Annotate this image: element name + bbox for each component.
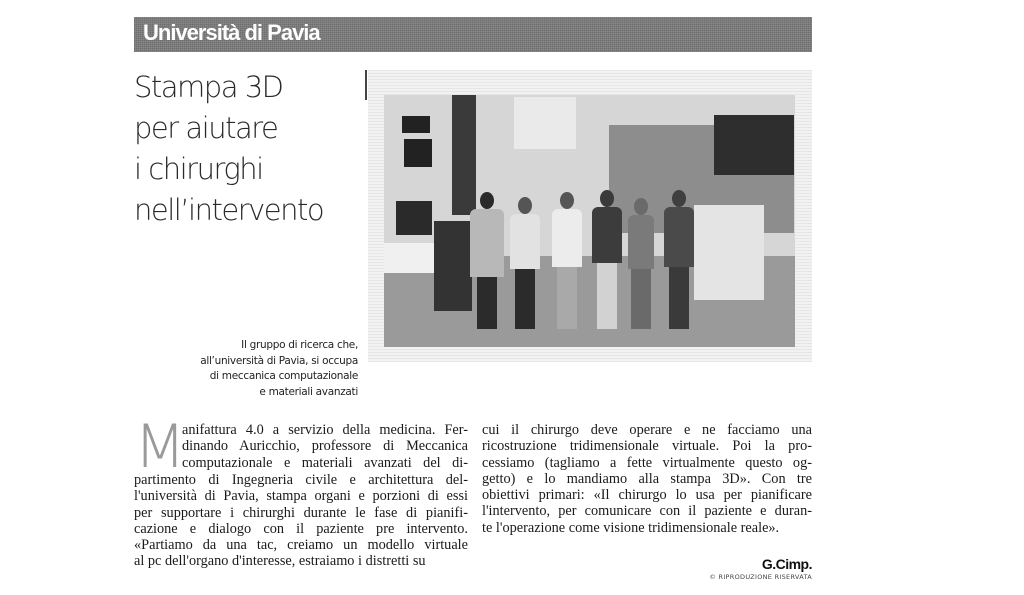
body-line: te l'operazione come visione tridimensionale reale». (482, 519, 780, 536)
body-line: cessiamo (tagliamo a fette virtualmente questo og- (482, 454, 812, 471)
body-line: partimento di Ingegneria civile e architettura del- (134, 472, 468, 488)
headline-line: i chirurghi (134, 152, 263, 186)
body-line: ricostruzione tridimensionale virtuale. Poi la pro- (482, 438, 812, 455)
section-title: Università di Pavia (143, 20, 320, 45)
body-line: l'intervento, per comunicare con il paziente e duran- (482, 503, 812, 520)
body-line: dinando Auricchio, professore di Meccanica (182, 438, 468, 455)
body-line: cazione e dialogo con il paziente pre intervento. (134, 520, 468, 537)
article-column-right (482, 422, 812, 536)
person-figure (552, 192, 582, 329)
drop-cap: M (134, 412, 186, 482)
photo-monitor (396, 201, 432, 235)
photo-poster (514, 97, 576, 149)
person-figure (628, 198, 654, 329)
headline-line: per aiutare (134, 111, 278, 145)
person-figure (592, 190, 622, 329)
photo-cabinet (694, 205, 764, 300)
headline-line: Stampa 3D (134, 70, 283, 104)
body-line: per supportare i chirurghi durante le fase di pianifi- (134, 504, 468, 521)
photo-caption (190, 338, 358, 400)
article-column-left (134, 412, 468, 570)
caption-line: di meccanica computazionale (209, 370, 358, 382)
group-photo (384, 95, 795, 347)
photo-window (402, 116, 430, 133)
person-figure (510, 197, 540, 329)
caption-line: all’università di Pavia, si occupa (200, 354, 358, 367)
accent-divider (365, 70, 367, 100)
body-line: computazionale e materiali avanzati del di- (182, 454, 468, 471)
body-line: l'università di Pavia, stampa organi e porzioni di essi (134, 488, 468, 505)
photo-window (404, 139, 432, 167)
body-line: al pc dell'organo d'interesse, estraiamo i distretti su (134, 553, 426, 570)
author-byline: G.Cimp. (761, 556, 812, 572)
photo-chair (434, 221, 472, 311)
copyright-notice: © RIPRODUZIONE RISERVATA (709, 573, 812, 581)
body-line: getto) e lo mandiamo alla stampa 3D». Con tre (482, 470, 812, 487)
headline-line: nell’intervento (134, 193, 324, 227)
person-figure (470, 192, 504, 329)
caption-line: Il gruppo di ricerca che, (241, 339, 358, 351)
body-line: obiettivi primari: «Il chirurgo lo usa per pianificare (482, 487, 812, 504)
body-line: anifattura 4.0 a servizio della medicina. Fer- (182, 422, 468, 438)
headline (134, 67, 364, 231)
section-header-bar (134, 17, 812, 52)
body-line: cui il chirurgo deve operare e ne facciamo una (482, 422, 812, 438)
photo-dark-panel (714, 115, 794, 175)
person-figure (664, 190, 694, 329)
body-line: «Partiamo da una tac, creiamo un modello virtuale (134, 537, 468, 554)
caption-line: e materiali avanzati (259, 385, 358, 398)
